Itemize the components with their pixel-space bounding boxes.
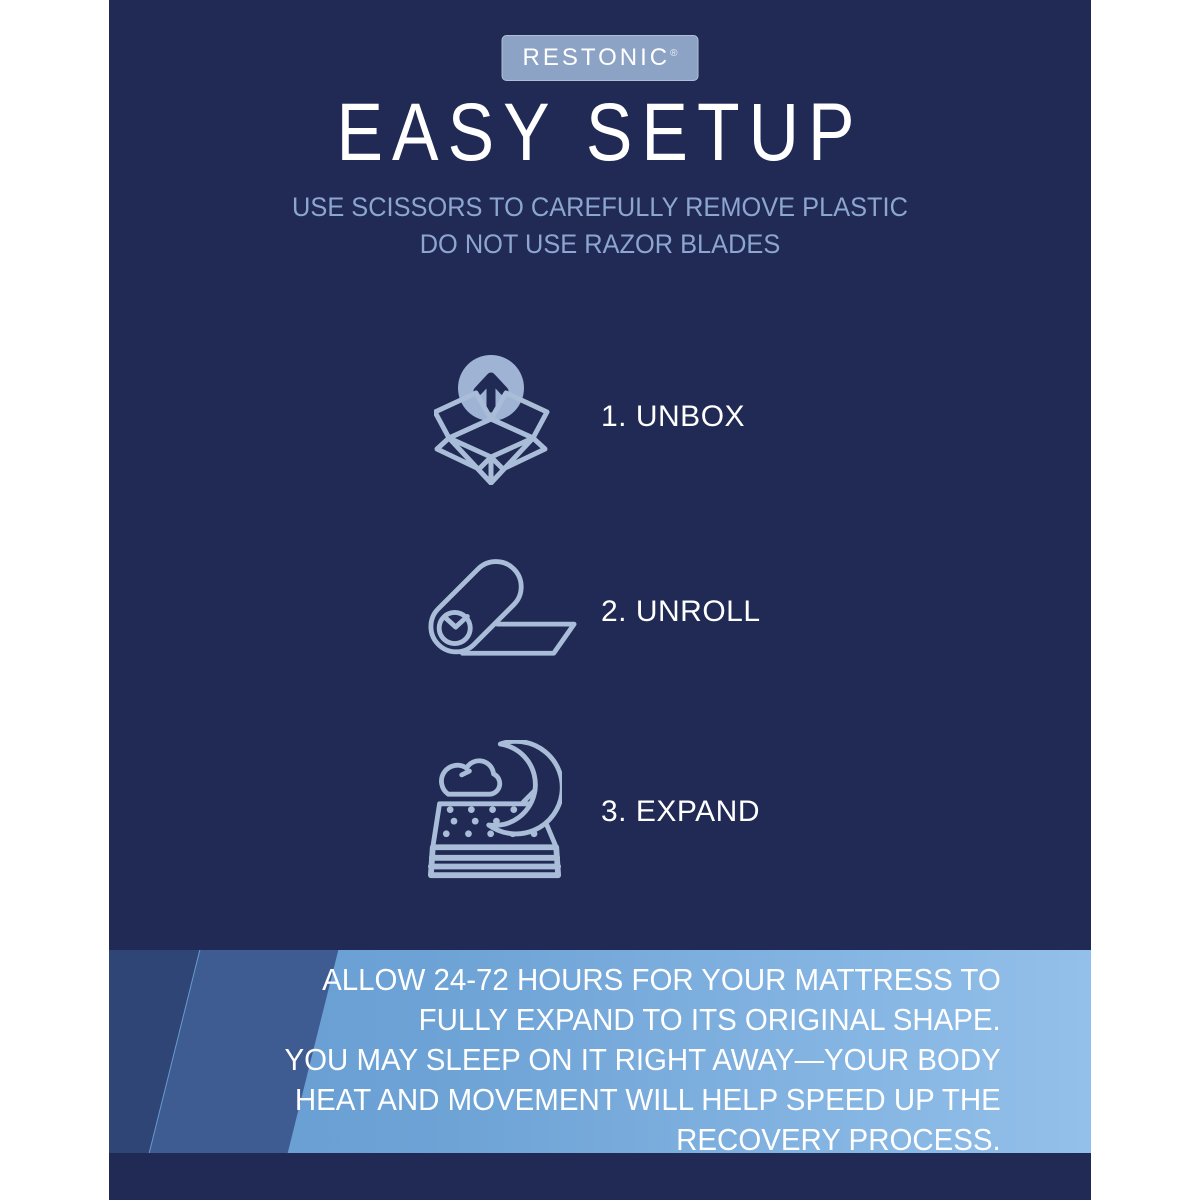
step-label-expand: 3. EXPAND (601, 795, 760, 828)
unbox-icon (409, 347, 579, 487)
warning-line-1: USE SCISSORS TO CAREFULLY REMOVE PLASTIC (292, 192, 908, 222)
poster-panel (109, 0, 1091, 1200)
notice-line-1: ALLOW 24-72 HOURS FOR YOUR MATTRESS TO (322, 962, 1001, 997)
notice-line-3: YOU MAY SLEEP ON IT RIGHT AWAY—YOUR BODY (284, 1042, 1001, 1077)
page-title: EASY SETUP (336, 87, 864, 178)
setup-warning (138, 189, 1061, 263)
notice-line-2: FULLY EXPAND TO ITS ORIGINAL SHAPE. (418, 1002, 1001, 1037)
step-label-unroll: 2. UNROLL (601, 595, 761, 628)
warning-line-2: DO NOT USE RAZOR BLADES (419, 229, 781, 259)
step-row-unbox (109, 347, 1091, 487)
trademark-symbol: ® (670, 48, 678, 59)
step-label-unbox: 1. UNBOX (601, 400, 746, 433)
expand-icon-svg (427, 740, 562, 885)
brand-badge (502, 35, 699, 81)
notice-line-5: RECOVERY PROCESS. (676, 1122, 1001, 1153)
expansion-notice (158, 950, 1091, 1153)
notice-line-4: HEAT AND MOVEMENT WILL HELP SPEED UP THE (294, 1082, 1001, 1117)
step-row-expand (109, 737, 1091, 887)
unbox-icon-svg (434, 350, 554, 485)
unroll-icon-svg (412, 556, 577, 668)
brand-name: RESTONIC (522, 44, 671, 71)
footer-banner (109, 950, 1091, 1153)
expand-icon (409, 737, 579, 887)
step-row-unroll (109, 542, 1091, 682)
unroll-icon (409, 542, 579, 682)
